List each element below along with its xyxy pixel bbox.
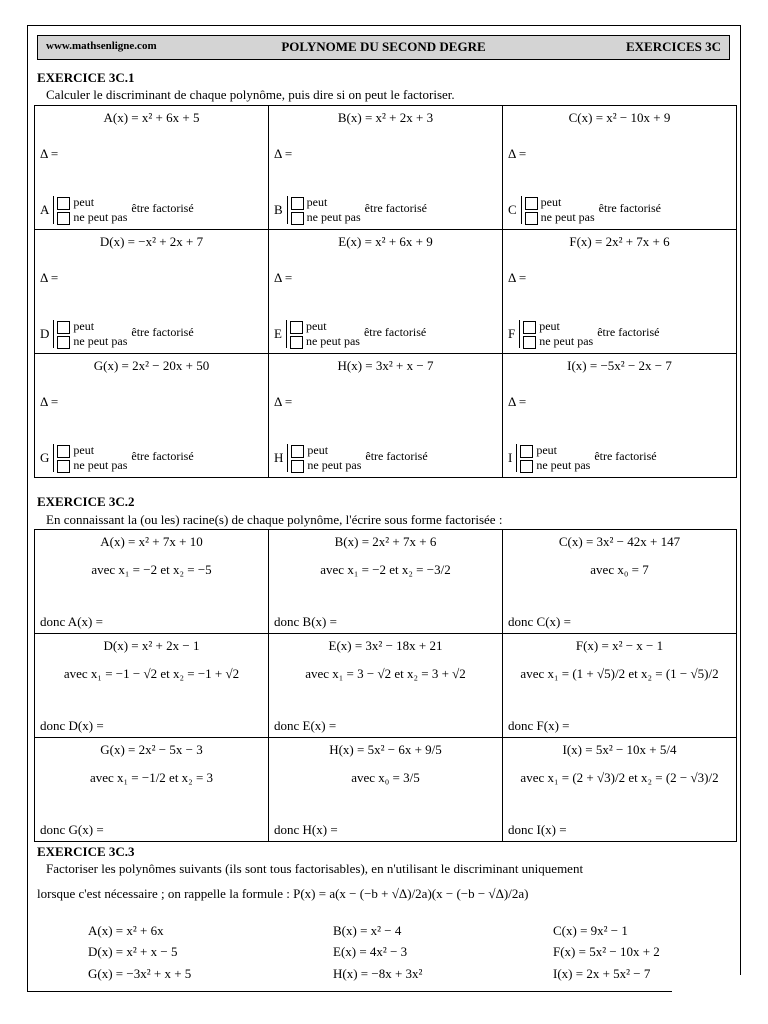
option-ne-peut-pas-label: ne peut pas (307, 458, 362, 472)
ex2-row (35, 530, 737, 634)
polynomial-expression: B(x) = x² + 2x + 3 (337, 110, 434, 125)
roots-statement: avec x₁ = (2 + √3)/2 et x₂ = (2 − √3)/2 (520, 770, 719, 785)
roots-statement: avec x₁ = −1/2 et x₂ = 3 (89, 770, 214, 785)
choice-brace (287, 444, 288, 472)
factorisable-choice (508, 195, 661, 225)
ex3-polynomial: G(x) = −3x² + x + 5 (88, 966, 192, 981)
option-peut-label: peut (540, 195, 562, 209)
polynomial-expression: F(x) = x² − x − 1 (575, 638, 664, 653)
polynomial-letter: F (508, 326, 516, 341)
option-ne-peut-pas-label: ne peut pas (305, 334, 360, 348)
ex1-cell (269, 106, 503, 230)
option-ne-peut-pas-label: ne peut pas (73, 458, 128, 472)
etre-factorise-label: être factorisé (364, 200, 427, 215)
ex3-polynomial: A(x) = x² + 6x (88, 923, 164, 938)
ex2-grid (34, 529, 737, 842)
option-peut[interactable] (291, 195, 361, 210)
ex1-row (35, 354, 737, 478)
ex3-polynomial: F(x) = 5x² − 10x + 2 (553, 944, 660, 959)
ex1-title: EXERCICE 3C.1 (37, 70, 135, 85)
checkbox[interactable] (291, 212, 304, 225)
etre-factorise-label: être factorisé (131, 324, 194, 339)
ex3-polynomial: C(x) = 9x² − 1 (553, 923, 628, 938)
worksheet-page (27, 25, 741, 992)
polynomial-expression: F(x) = 2x² + 7x + 6 (569, 234, 670, 249)
page-title: POLYNOME DU SECOND DEGRE (281, 39, 486, 54)
ex1-grid (34, 105, 737, 478)
ex3-polynomial: I(x) = 2x + 5x² − 7 (553, 966, 651, 981)
polynomial-expression: I(x) = −5x² − 2x − 7 (567, 358, 672, 373)
factorisable-choice (508, 443, 657, 473)
choice-options (290, 319, 360, 349)
ex1-row (35, 230, 737, 354)
ex2-row (35, 634, 737, 738)
polynomial-expression: A(x) = x² + 6x + 5 (103, 110, 200, 125)
polynomial-letter: G (40, 450, 50, 465)
option-peut[interactable] (290, 319, 360, 334)
option-ne-peut-pas[interactable] (57, 210, 127, 225)
answer-line[interactable]: donc I(x) = (508, 822, 567, 837)
roots-statement: avec x₀ = 7 (590, 562, 649, 577)
ex2-cell (35, 738, 269, 842)
etre-factorise-label: être factorisé (363, 324, 427, 339)
ex1-cell (503, 230, 737, 354)
choice-brace (516, 444, 517, 472)
polynomial-letter: H (274, 450, 284, 465)
answer-line[interactable]: donc F(x) = (508, 718, 570, 733)
checkbox[interactable] (57, 197, 70, 210)
checkbox[interactable] (520, 445, 533, 458)
polynomial-expression: C(x) = x² − 10x + 9 (568, 110, 671, 125)
choice-options (57, 319, 127, 349)
option-ne-peut-pas[interactable] (520, 458, 590, 473)
ex2-title: EXERCICE 3C.2 (37, 494, 135, 509)
option-ne-peut-pas[interactable] (523, 334, 593, 349)
checkbox[interactable] (291, 445, 304, 458)
choice-options (291, 443, 361, 473)
answer-line[interactable]: donc C(x) = (508, 614, 571, 629)
option-peut[interactable] (57, 319, 127, 334)
ex1-cell (503, 106, 737, 230)
roots-statement: avec x₁ = −1 − √2 et x₂ = −1 + √2 (63, 666, 240, 681)
roots-statement: avec x₁ = −2 et x₂ = −5 (91, 562, 212, 577)
option-ne-peut-pas[interactable] (57, 334, 127, 349)
checkbox[interactable] (57, 460, 70, 473)
option-ne-peut-pas-label: ne peut pas (540, 210, 595, 224)
answer-line[interactable]: donc E(x) = (274, 718, 337, 733)
option-peut-label: peut (306, 195, 328, 209)
choice-brace (521, 196, 522, 224)
answer-line[interactable]: donc B(x) = (274, 614, 337, 629)
choice-brace (53, 444, 54, 472)
factorisable-choice (274, 319, 426, 349)
site-name: www.mathsenligne.com (46, 40, 157, 52)
answer-line[interactable]: donc D(x) = (40, 718, 104, 733)
ex2-cell (35, 634, 269, 738)
option-ne-peut-pas[interactable] (291, 210, 361, 225)
polynomial-letter: B (274, 202, 283, 217)
etre-factorise-label: être factorisé (131, 200, 194, 215)
choice-brace (53, 196, 54, 224)
polynomial-expression: B(x) = 2x² + 7x + 6 (334, 534, 437, 549)
choice-options (57, 195, 127, 225)
choice-options (57, 443, 127, 473)
polynomial-expression: A(x) = x² + 7x + 10 (100, 534, 203, 549)
option-ne-peut-pas[interactable] (525, 210, 595, 225)
choice-brace (286, 320, 287, 348)
factorisable-choice (274, 443, 428, 473)
delta-label: Δ = (40, 270, 59, 285)
delta-label: Δ = (40, 146, 59, 161)
ex1-cell (35, 354, 269, 478)
checkbox[interactable] (57, 321, 70, 334)
option-ne-peut-pas-label: ne peut pas (306, 210, 361, 224)
ex1-cell (35, 230, 269, 354)
option-ne-peut-pas-label: ne peut pas (73, 334, 128, 348)
delta-label: Δ = (40, 394, 59, 409)
answer-line[interactable]: donc H(x) = (274, 822, 338, 837)
roots-statement: avec x₁ = (1 + √5)/2 et x₂ = (1 − √5)/2 (520, 666, 719, 681)
checkbox[interactable] (57, 445, 70, 458)
answer-line[interactable]: donc G(x) = (40, 822, 104, 837)
ex1-instruction: Calculer le discriminant de chaque polynôme, puis dire si on peut le factoriser. (46, 87, 455, 102)
option-peut[interactable] (57, 443, 127, 458)
polynomial-expression: C(x) = 3x² − 42x + 147 (558, 534, 681, 549)
delta-label: Δ = (274, 270, 293, 285)
exercise-set-label: EXERCICES 3C (626, 39, 721, 54)
polynomial-expression: H(x) = 5x² − 6x + 9/5 (329, 742, 442, 757)
factorisable-choice (40, 319, 194, 349)
ex1-row (35, 106, 737, 230)
ex1-cell (35, 106, 269, 230)
option-ne-peut-pas-label: ne peut pas (73, 210, 128, 224)
ex2-instruction: En connaissant la (ou les) racine(s) de chaque polynôme, l'écrire sous forme factorisée : (46, 512, 503, 527)
choice-options (525, 195, 595, 225)
polynomial-letter: A (40, 202, 50, 217)
page-corner-notch (672, 975, 742, 993)
answer-line[interactable]: donc A(x) = (40, 614, 103, 629)
delta-label: Δ = (274, 394, 293, 409)
polynomial-expression: G(x) = 2x² − 20x + 50 (93, 358, 210, 373)
polynomial-expression: D(x) = −x² + 2x + 7 (99, 234, 204, 249)
ex1-cell (269, 230, 503, 354)
factorisable-choice (508, 319, 660, 349)
factorisable-choice (274, 195, 427, 225)
factorisable-choice (40, 443, 194, 473)
factorisable-choice (40, 195, 194, 225)
ex2-cell (269, 530, 503, 634)
ex2-row (35, 738, 737, 842)
delta-label: Δ = (508, 394, 527, 409)
etre-factorise-label: être factorisé (598, 200, 661, 215)
checkbox[interactable] (290, 321, 303, 334)
option-ne-peut-pas[interactable] (290, 334, 360, 349)
checkbox[interactable] (291, 197, 304, 210)
ex3-polynomial: H(x) = −8x + 3x² (333, 966, 423, 981)
choice-options (523, 319, 593, 349)
ex3-polynomial: B(x) = x² − 4 (333, 923, 402, 938)
page-header (37, 35, 730, 60)
ex2-cell (269, 738, 503, 842)
polynomial-letter: C (508, 202, 517, 217)
polynomial-expression: H(x) = 3x² + x − 7 (337, 358, 434, 373)
checkbox[interactable] (57, 336, 70, 349)
roots-statement: avec x₁ = −2 et x₂ = −3/2 (320, 562, 451, 577)
ex3-title: EXERCICE 3C.3 (37, 844, 135, 859)
checkbox[interactable] (290, 336, 303, 349)
choice-brace (53, 320, 54, 348)
option-peut-label: peut (73, 443, 95, 457)
checkbox[interactable] (291, 460, 304, 473)
choice-options (520, 443, 590, 473)
option-ne-peut-pas-label: ne peut pas (539, 334, 594, 348)
ex3-line2: lorsque c'est nécessaire ; on rappelle la formule : P(x) = a(x − (−b + √Δ)/2a)(x − (−b − √Δ)/2a) (37, 886, 529, 901)
choice-brace (287, 196, 288, 224)
etre-factorise-label: être factorisé (131, 448, 194, 463)
roots-statement: avec x₁ = 3 − √2 et x₂ = 3 + √2 (305, 666, 466, 681)
ex2-cell (503, 738, 737, 842)
checkbox[interactable] (523, 336, 536, 349)
ex1-cell (269, 354, 503, 478)
polynomial-letter: D (40, 326, 50, 341)
ex2-cell (35, 530, 269, 634)
option-peut-label: peut (73, 195, 95, 209)
option-peut-label: peut (73, 319, 95, 333)
option-ne-peut-pas[interactable] (291, 458, 361, 473)
delta-label: Δ = (508, 146, 527, 161)
polynomial-expression: I(x) = 5x² − 10x + 5/4 (562, 742, 677, 757)
option-peut[interactable] (291, 443, 361, 458)
ex2-cell (503, 634, 737, 738)
ex2-cell (269, 634, 503, 738)
checkbox[interactable] (525, 212, 538, 225)
ex2-cell (503, 530, 737, 634)
polynomial-expression: E(x) = 3x² − 18x + 21 (328, 638, 443, 653)
checkbox[interactable] (525, 197, 538, 210)
choice-options (291, 195, 361, 225)
option-peut[interactable] (520, 443, 590, 458)
option-ne-peut-pas-label: ne peut pas (536, 458, 591, 472)
option-peut[interactable] (57, 195, 127, 210)
checkbox[interactable] (523, 321, 536, 334)
etre-factorise-label: être factorisé (365, 448, 428, 463)
etre-factorise-label: être factorisé (594, 448, 657, 463)
option-peut-label: peut (539, 319, 560, 333)
option-peut[interactable] (525, 195, 595, 210)
option-peut[interactable] (523, 319, 593, 334)
checkbox[interactable] (57, 212, 70, 225)
etre-factorise-label: être factorisé (597, 324, 660, 339)
option-ne-peut-pas[interactable] (57, 458, 127, 473)
polynomial-expression: G(x) = 2x² − 5x − 3 (100, 742, 203, 757)
ex3-polynomial: E(x) = 4x² − 3 (333, 944, 408, 959)
delta-label: Δ = (508, 270, 527, 285)
delta-label: Δ = (274, 146, 293, 161)
polynomial-letter: E (274, 326, 282, 341)
polynomial-expression: D(x) = x² + 2x − 1 (103, 638, 200, 653)
roots-statement: avec x₀ = 3/5 (351, 770, 420, 785)
ex1-cell (503, 354, 737, 478)
option-peut-label: peut (307, 443, 329, 457)
option-peut-label: peut (305, 319, 327, 333)
checkbox[interactable] (520, 460, 533, 473)
choice-brace (519, 320, 520, 348)
polynomial-expression: E(x) = x² + 6x + 9 (338, 234, 433, 249)
ex3-polynomial: D(x) = x² + x − 5 (88, 944, 178, 959)
polynomial-letter: I (508, 450, 513, 465)
option-peut-label: peut (536, 443, 558, 457)
ex3-line1: Factoriser les polynômes suivants (ils sont tous factorisables), en n'utilisant le discriminant uniquement (46, 861, 584, 876)
